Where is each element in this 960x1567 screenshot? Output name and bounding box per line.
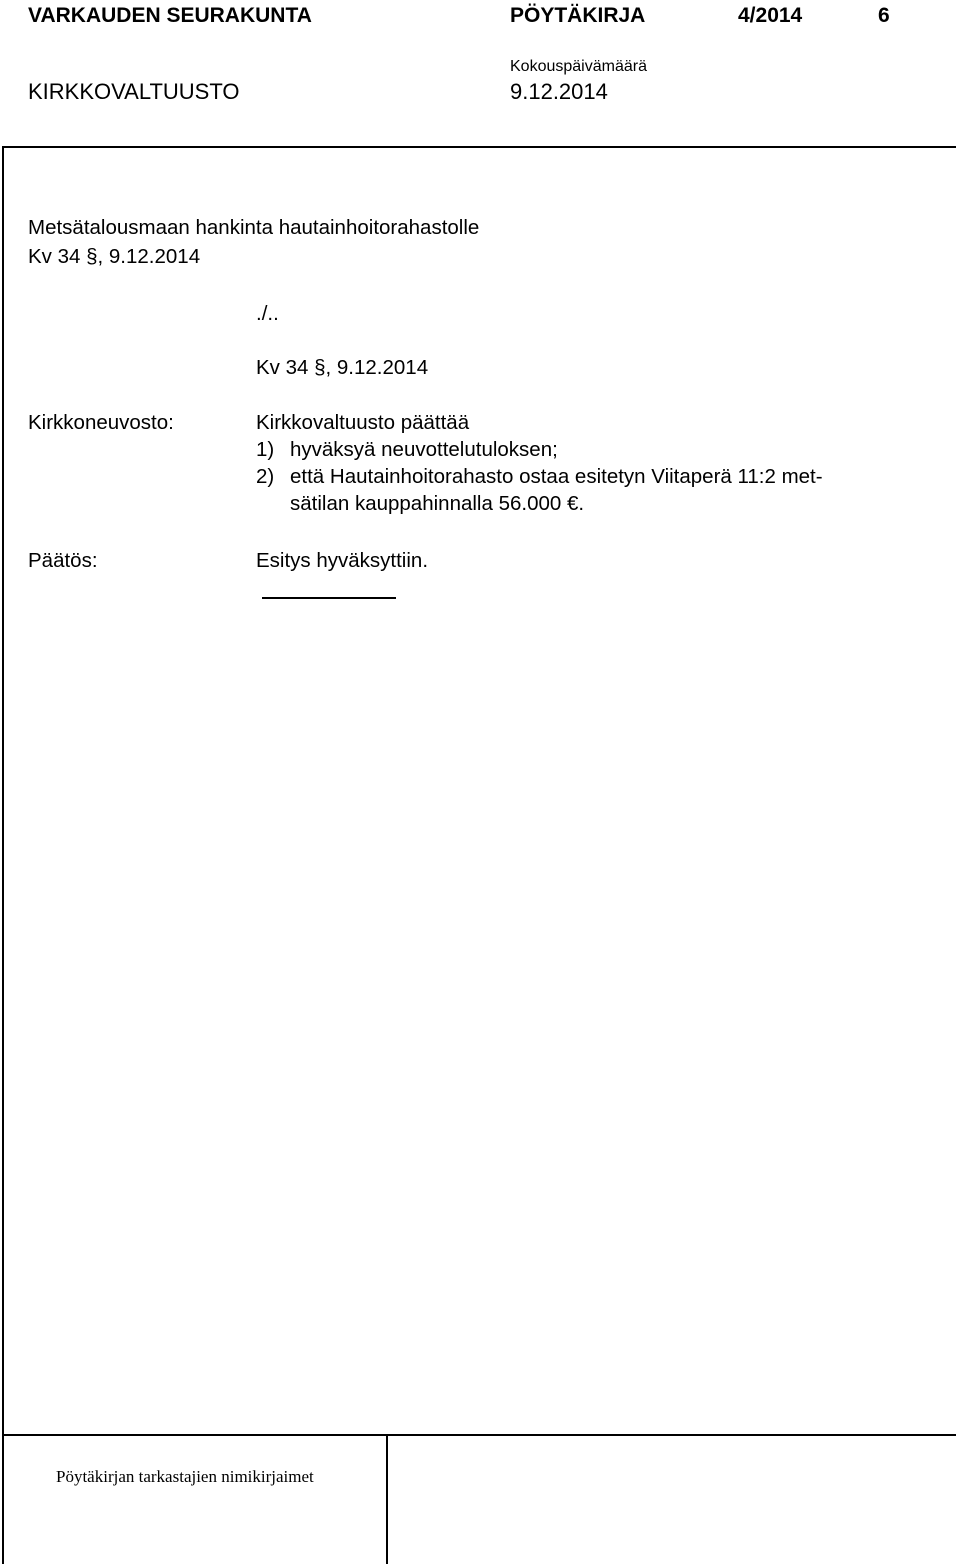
meeting-date-label: Kokouspäivämäärä: [510, 58, 647, 75]
footer-left-line: [2, 1434, 4, 1564]
proposal-item-text-continued: sätilan kauppahinnalla 56.000 €.: [290, 492, 585, 515]
page-number: 6: [878, 4, 890, 27]
item-reference: Kv 34 §, 9.12.2014: [28, 245, 201, 268]
item-reference-2: Kv 34 §, 9.12.2014: [256, 356, 429, 379]
proposal-item-number: 1): [256, 438, 275, 461]
proposal-label: Kirkkoneuvosto:: [28, 411, 174, 434]
frame-top-line: [2, 146, 956, 148]
item-title: Metsätalousmaan hankinta hautainhoitorahastolle: [28, 216, 480, 239]
proposal-item-text: että Hautainhoitorahasto ostaa esitetyn Viitaperä 11:2 met-: [290, 465, 823, 488]
council-name: KIRKKOVALTUUSTO: [28, 79, 240, 104]
document-type: PÖYTÄKIRJA: [510, 4, 646, 27]
continuation-mark: ./..: [256, 302, 279, 325]
end-of-item-rule: [262, 597, 396, 599]
frame-left-line: [2, 146, 4, 1436]
decision-text: Esitys hyväksyttiin.: [256, 549, 429, 572]
meeting-date: 9.12.2014: [510, 79, 608, 104]
footer-top-line: [2, 1434, 956, 1436]
decision-label: Päätös:: [28, 549, 98, 572]
document-number: 4/2014: [738, 4, 803, 27]
proposal-item-number: 2): [256, 465, 275, 488]
proposal-item-text: hyväksyä neuvottelutuloksen;: [290, 438, 558, 461]
proposal-intro: Kirkkovaltuusto päättää: [256, 411, 470, 434]
organization-name: VARKAUDEN SEURAKUNTA: [28, 4, 312, 27]
footer-divider-line: [386, 1434, 388, 1564]
signatures-label: Pöytäkirjan tarkastajien nimikirjaimet: [56, 1467, 314, 1486]
